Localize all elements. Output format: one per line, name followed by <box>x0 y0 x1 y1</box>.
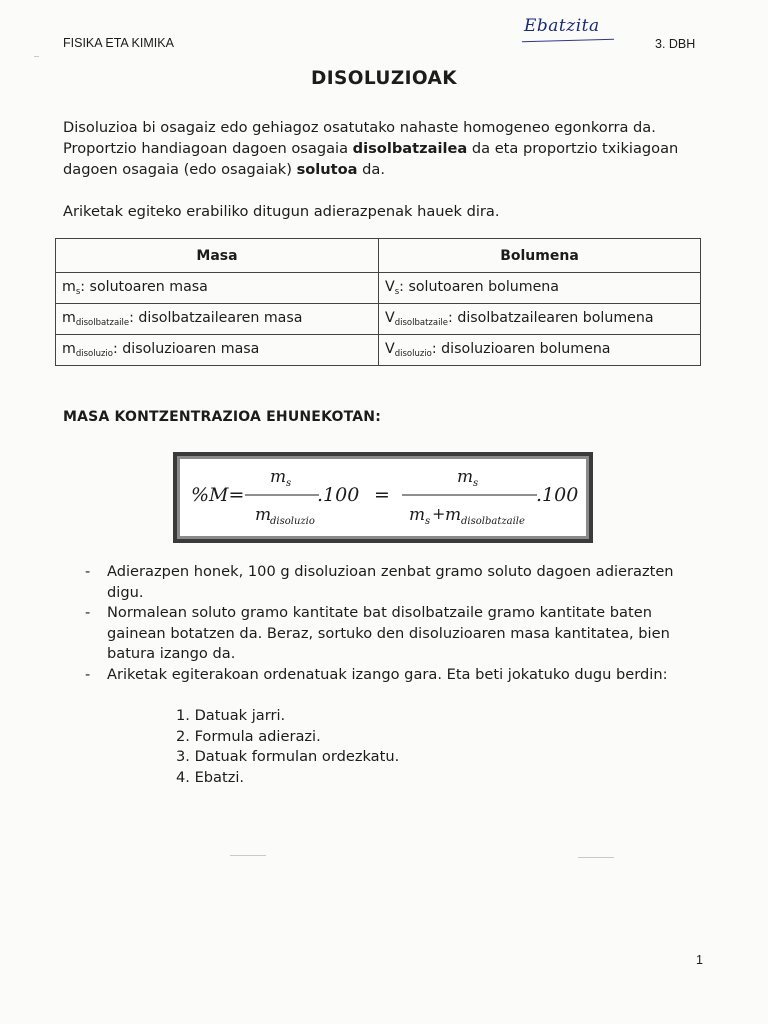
formula-plus: + <box>432 504 446 523</box>
subscript: disoluzio <box>394 349 432 359</box>
symbol: m <box>62 279 76 295</box>
table-cell-volume <box>379 335 701 366</box>
column-header-masa: Masa <box>56 239 379 273</box>
formula-denominator-2b-sub: disolbatzaile <box>461 516 525 527</box>
step-item: 2. Formula adierazi. <box>176 727 321 745</box>
step-item: 4. Ebatzi. <box>176 768 245 786</box>
table-cell-mass <box>56 273 379 304</box>
symbol: m <box>62 341 76 357</box>
table-row <box>56 304 701 335</box>
list-item <box>63 562 703 603</box>
bullet-dash: - <box>85 563 91 580</box>
intro-text-part: Disoluzioa bi osagaiz edo gehiagoz osatutako nahaste homogeneo egonkorra da. Proportzio handiagoan dagoen osagaia <box>63 119 656 157</box>
formula-factor-1: .100 <box>317 484 360 506</box>
formula-box <box>173 452 593 543</box>
formula-numerator-1-sub: s <box>286 478 292 489</box>
page-number: 1 <box>696 953 703 967</box>
bullet-list <box>63 562 703 685</box>
intro-text-part: da eta proportzio txikiagoan dagoen osagaia (edo osagaiak) <box>63 140 679 178</box>
handwritten-underline <box>522 39 614 42</box>
table-cell-mass <box>56 304 379 335</box>
description: : disolbatzailearen bolumena <box>448 310 654 326</box>
step-item: 1. Datuak jarri. <box>176 707 286 724</box>
table-row <box>56 335 701 366</box>
table-cell-volume <box>379 304 701 335</box>
steps-list <box>176 706 399 788</box>
bullet-text: Ariketak egiterakoan ordenatuak izango gara. Eta beti jokatuko dugu berdin: <box>107 665 668 683</box>
table-cell-mass <box>56 335 379 366</box>
subject-header: FISIKA ETA KIMIKA <box>63 36 174 50</box>
variables-table <box>55 238 701 366</box>
description: : solutoaren masa <box>80 279 208 295</box>
subscript: disoluzio <box>75 349 113 359</box>
formula-denominator-2a: m <box>409 505 426 525</box>
symbol: m <box>62 310 76 326</box>
table-row <box>56 273 701 304</box>
course-header: 3. DBH <box>655 37 696 51</box>
list-item <box>63 665 703 686</box>
formula-denominator-2b: m <box>445 505 462 525</box>
description: : solutoaren bolumena <box>399 279 559 295</box>
subscript: s <box>394 287 400 297</box>
term-solutoa: solutoa <box>296 161 358 178</box>
formula-factor-2: .100 <box>536 484 579 506</box>
step-item: 3. Datuak formulan ordezkatu. <box>176 748 400 765</box>
symbol: V <box>385 279 395 295</box>
scan-mark <box>230 855 266 856</box>
bullet-text: Normalean soluto gramo kantitate bat disolbatzaile gramo kantitate baten gainean botatzen da. Beraz, sortuko den disoluzioaren masa kantitatea, bien batura izango da. <box>107 604 670 662</box>
formula-denominator-1-sub: disoluzio <box>270 516 315 527</box>
list-item <box>63 603 703 665</box>
table-header-row <box>56 239 701 273</box>
formula-numerator-1: m <box>270 467 287 487</box>
scan-mark <box>34 56 39 57</box>
description: : disoluzioaren masa <box>113 341 260 357</box>
formula-denominator-1: m <box>255 505 272 525</box>
intro-text <box>63 117 713 222</box>
formula-graphic <box>177 456 589 539</box>
intro-second-paragraph: Ariketak egiteko erabiliko ditugun adierazpenak hauek dira. <box>63 203 500 220</box>
bullet-dash: - <box>85 665 91 683</box>
bullet-dash: - <box>85 604 91 621</box>
bullet-text: Adierazpen honek, 100 g disoluzioan zenbat gramo soluto dagoen adierazten digu. <box>107 563 674 601</box>
subscript: s <box>75 287 81 297</box>
formula-numerator-2-sub: s <box>473 478 479 489</box>
page-title: DISOLUZIOAK <box>310 68 458 89</box>
subscript: disolbatzaile <box>394 318 449 328</box>
symbol: V <box>385 341 395 357</box>
subscript: disolbatzaile <box>75 318 130 328</box>
intro-paragraph <box>63 117 713 180</box>
section-heading: MASA KONTZENTRAZIOA EHUNEKOTAN: <box>63 409 382 425</box>
description: : disoluzioaren bolumena <box>431 341 611 357</box>
handwritten-note: Ebatzita <box>524 16 600 36</box>
formula-lhs: %M= <box>191 484 245 506</box>
formula-numerator-2: m <box>457 467 474 487</box>
formula-denominator-2a-sub: s <box>425 516 431 527</box>
symbol: V <box>385 310 395 326</box>
term-disolbatzailea: disolbatzailea <box>352 140 468 157</box>
description: : disolbatzailearen masa <box>129 310 303 326</box>
intro-text-part: da. <box>357 161 386 178</box>
formula-equals: = <box>374 484 390 506</box>
scan-mark <box>578 857 614 858</box>
column-header-bolumena: Bolumena <box>379 239 701 273</box>
table-cell-volume <box>379 273 701 304</box>
